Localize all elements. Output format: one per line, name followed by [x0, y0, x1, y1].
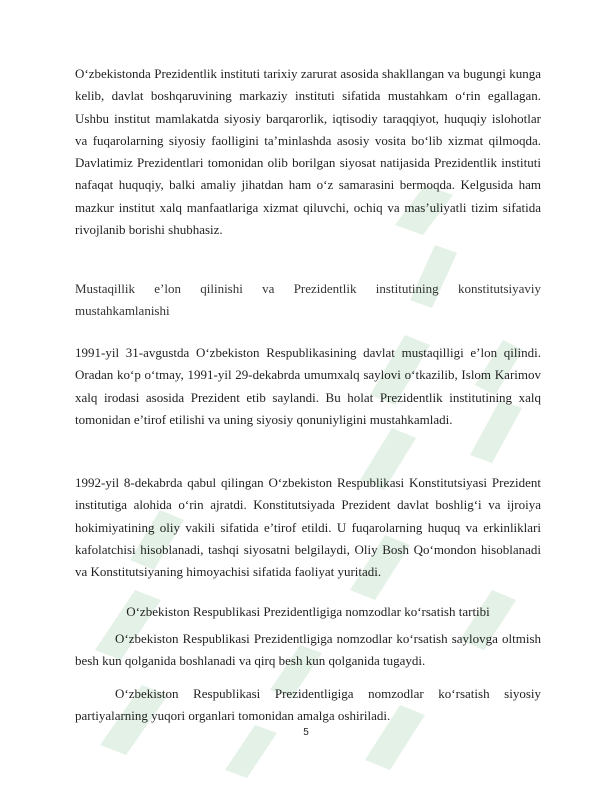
page-number: 5: [303, 727, 309, 738]
subsection-heading: O‘zbekiston Respublikasi Prezidentligiga nomzodlar ko‘rsatish tartibi: [126, 604, 490, 619]
section-heading: Mustaqillik e’lon qilinishi va Prezidentlik institutining konstitutsiyaviy mustahkamlanishi: [75, 281, 541, 319]
independence-paragraph: 1991-yil 31-avgustda O‘zbekiston Respublikasining davlat mustaqilligi e’lon qilindi. Oradan ko‘p o‘tmay, 1991-yil 29-dekabrda umumxalq saylovi o‘tkazilib, Islom Karimov xalq irodasi asosida Prezident etib saylandi. Bu holat Prezidentlik institutining xalq tomonidan e’tirof etilishi va uning siyosiy qonuniyligini mustahkamladi.: [75, 345, 541, 427]
intro-paragraph: O‘zbekistonda Prezidentlik instituti tarixiy zarurat asosida shakllangan va bugungi kunga kelib, davlat boshqaruvining markaziy instituti sifatida mustahkam o‘rin egallagan. Ushbu institut mamlakatda siyosiy barqarorlik, iqtisodiy taraqqiyot, huquqiy islohotlar va fuqarolarning siyosiy faolligini ta’minlashda asosiy vosita bo‘lib xizmat qilmoqda. Davlatimiz Prezidentlari tomonidan olib borilgan siyosat natijasida Prezidentlik instituti nafaqat huquqiy, balki amaliy jihatdan ham o‘z samarasini bermoqda. Kelgusida ham mazkur institut xalq manfaatlariga xizmat qiluvchi, ochiq va mas’uliyatli tizim sifatida rivojlanib borishi shubhasiz.: [75, 66, 541, 238]
constitution-paragraph: 1992-yil 8-dekabrda qabul qilingan O‘zbekiston Respublikasi Konstitutsiyasi Prezident institutiga alohida o‘rin ajratdi. Konstitutsiyada Prezident davlat boshlig‘i va ijroiya hokimiyatining oliy vakili sifatida e’tirof etildi. U fuqarolarning huquq va erkinliklari kafolatchisi hisoblanadi, tashqi siyosatni belgilaydi, Oliy Bosh Qo‘mondon hisoblanadi va Konstitutsiyaning himoyachisi sifatida faoliyat yuritadi.: [75, 475, 541, 580]
nomination-parties-paragraph: O‘zbekiston Respublikasi Prezidentligiga nomzodlar ko‘rsatish siyosiy partiyalarning yuqori organlari tomonidan amalga oshiriladi.: [75, 686, 541, 724]
nomination-period-paragraph: O‘zbekiston Respublikasi Prezidentligiga nomzodlar ko‘rsatish saylovga oltmish besh kun qolganida boshlanadi va qirq besh kun qolganida tugaydi.: [75, 631, 541, 669]
